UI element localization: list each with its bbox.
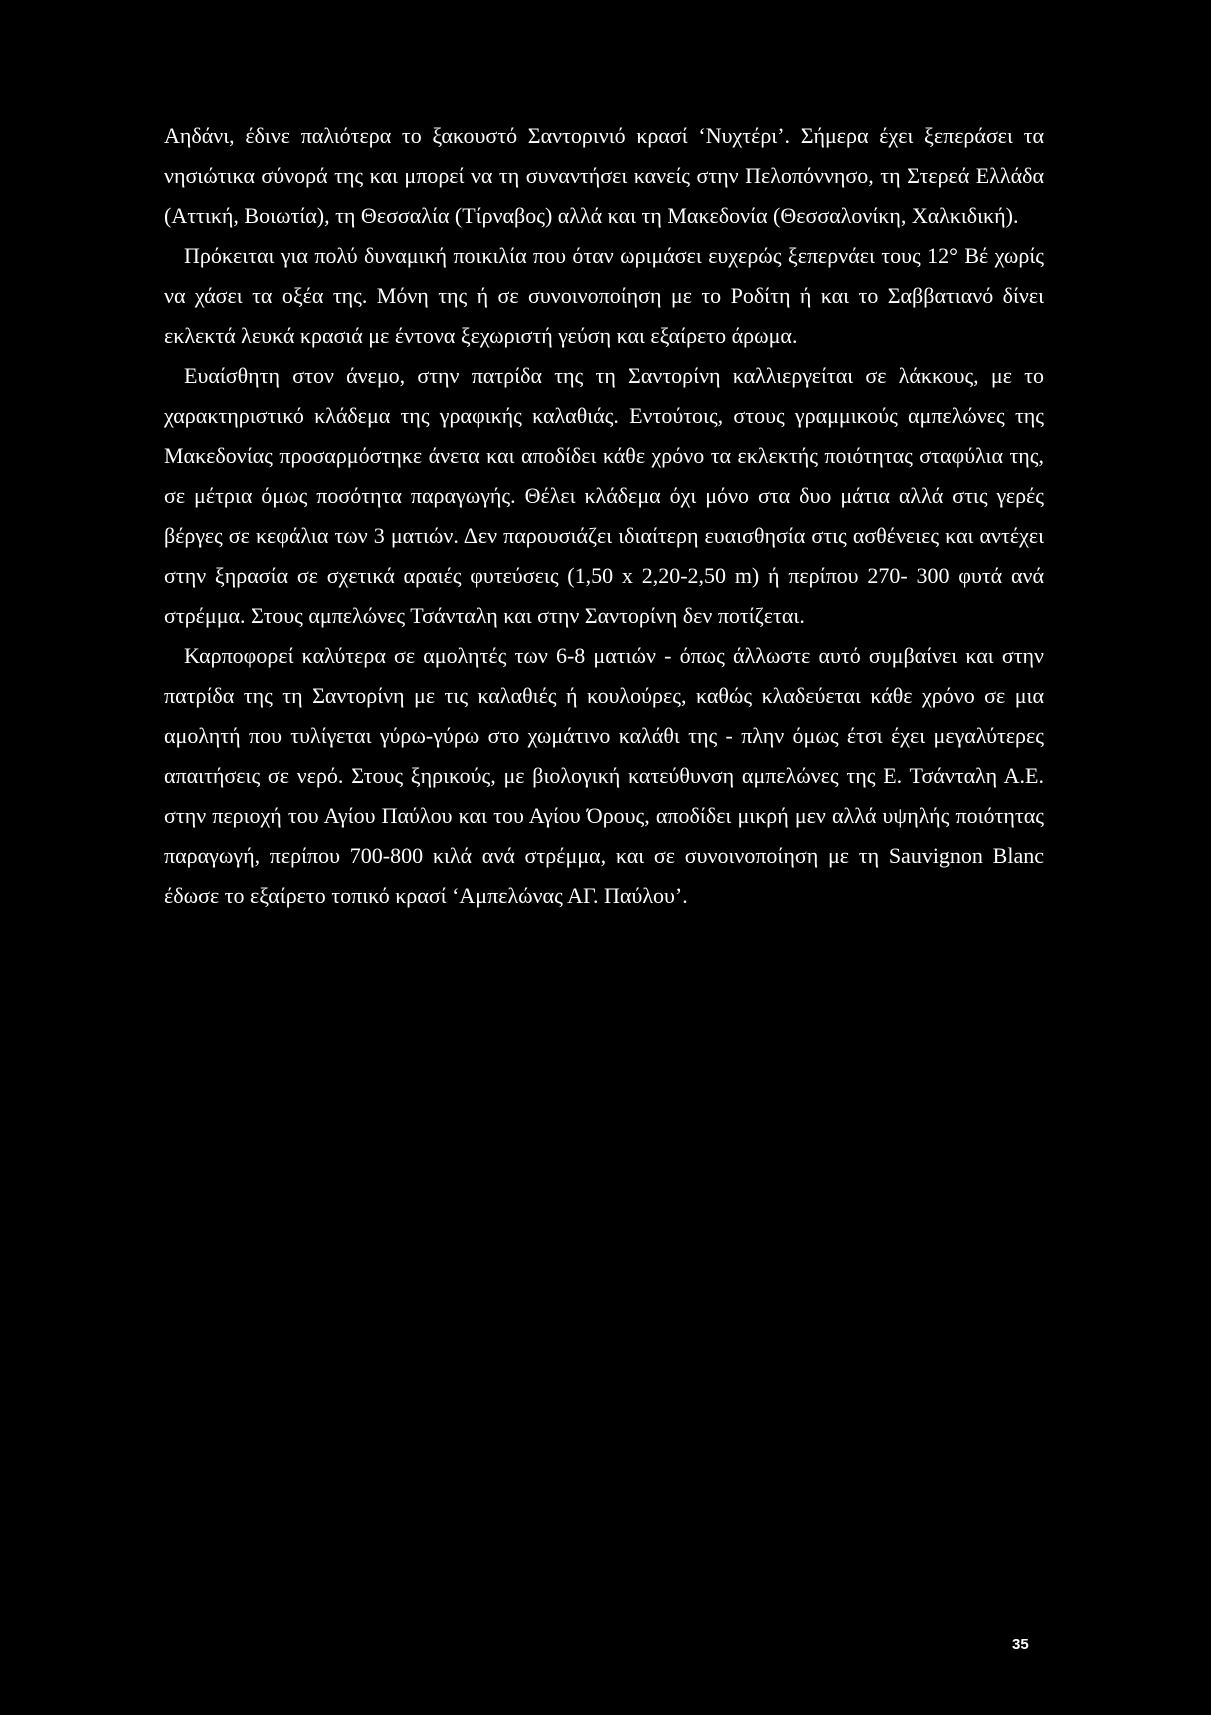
paragraph-1: Αηδάνι, έδινε παλιότερα το ξακουστό Σαντορινιό κρασί ‘Νυχτέρι’. Σήμερα έχει ξεπεράσει τα νησιώτικα σύνορά της και μπορεί να τη συναντήσει κανείς στην Πελοπόννησο, τη Στερεά Ελλάδα (Αττική, Βοιωτία), τη Θεσσαλία (Τίρναβος) αλλά και τη Μακεδονία (Θεσσαλονίκη, Χαλκιδική). (164, 123, 1044, 228)
paragraph-4: Καρποφορεί καλύτερα σε αμολητές των 6-8 ματιών - όπως άλλωστε αυτό συμβαίνει και στην πατρίδα της τη Σαντορίνη με τις καλαθιές ή κουλούρες, καθώς κλαδεύεται κάθε χρόνο σε μια αμολητή που τυλίγεται γύρω-γύρω στο χωμάτινο καλάθι της - πλην όμως έτσι έχει μεγαλύτερες απαιτήσεις σε νερό. Στους ξηρικούς, με βιολογική κατεύθυνση αμπελώνες της Ε. Τσάνταλη Α.Ε. στην περιοχή του Αγίου Παύλου και του Αγίου Όρους, αποδίδει μικρή μεν αλλά υψηλής ποιότητας παραγωγή, περίπου 700-800 κιλά ανά στρέμμα, και σε συνοινοποίηση με τη Sauvignon Blanc έδωσε το εξαίρετο τοπικό κρασί ‘Αμπελώνας ΑΓ. Παύλου’. (164, 643, 1044, 908)
paragraph-3: Ευαίσθητη στον άνεμο, στην πατρίδα της τη Σαντορίνη καλλιεργείται σε λάκκους, με το χαρακτηριστικό κλάδεμα της γραφικής καλαθιάς. Εντούτοις, στους γραμμικούς αμπελώνες της Μακεδονίας προσαρμόστηκε άνετα και αποδίδει κάθε χρόνο τα εκλεκτής ποιότητας σταφύλια της, σε μέτρια όμως ποσότητα παραγωγής. Θέλει κλάδεμα όχι μόνο στα δυο μάτια αλλά στις γερές βέργες σε κεφάλια των 3 ματιών. Δεν παρουσιάζει ιδιαίτερη ευαισθησία στις ασθένειες και αντέχει στην ξηρασία σε σχετικά αραιές φυτεύσεις (1,50 x 2,20-2,50 m) ή περίπου 270- 300 φυτά ανά στρέμμα. Στους αμπελώνες Τσάνταλη και στην Σαντορίνη δεν ποτίζεται. (164, 363, 1044, 628)
page-number: 35 (1012, 1636, 1029, 1653)
paragraph-2: Πρόκειται για πολύ δυναμική ποικιλία που όταν ωριμάσει ευχερώς ξεπερνάει τους 12° Βέ χωρίς να χάσει τα οξέα της. Μόνη της ή σε συνοινοποίηση με το Ροδίτη ή και το Σαββατιανό δίνει εκλεκτά λευκά κρασιά με έντονα ξεχωριστή γεύση και εξαίρετο άρωμα. (164, 243, 1044, 348)
body-text (164, 116, 1044, 916)
